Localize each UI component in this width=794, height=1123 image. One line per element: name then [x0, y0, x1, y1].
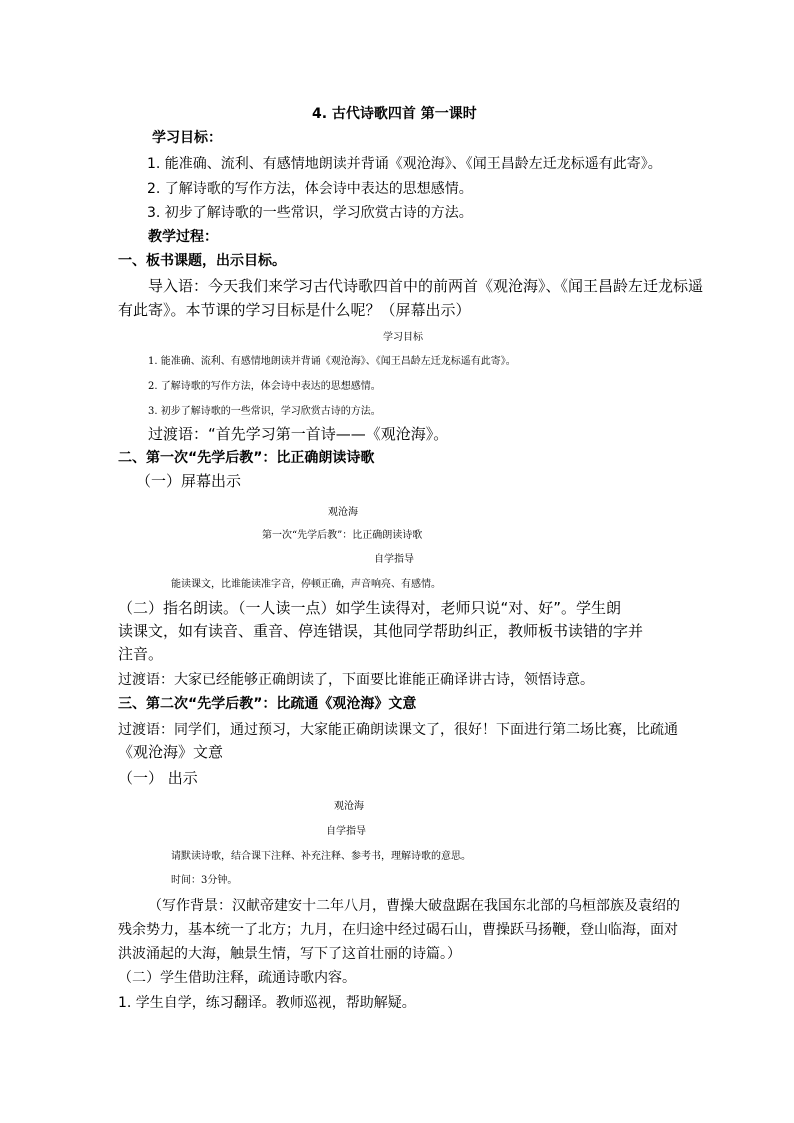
transition-text: 过渡语：“首先学习第一首诗——《观沧海》。 [148, 425, 449, 443]
section-heading: 二、第一次“先学后教”：比正确朗读诗歌 [118, 450, 375, 466]
body-text: （二）指名朗读。（一人读一点）如学生读得对，老师只说“对、好”。学生朗 [118, 599, 622, 617]
slide-line: 观沧海 [334, 801, 364, 812]
page-title: 4. 古代诗歌四首 第一课时 [312, 106, 477, 122]
slide-item: 3. 初步了解诗歌的一些常识，学习欣赏古诗的方法。 [148, 406, 381, 417]
background-text: （写作背景：汉献帝建安十二年八月，曹操大破盘踞在我国东北部的乌桓部族及袁绍的 [148, 898, 680, 914]
intro-text: 有此寄》。本节课的学习目标是什么呢？（屏幕出示） [118, 301, 471, 319]
section-heading: 三、第二次“先学后教”：比疏通《观沧海》文意 [118, 696, 417, 712]
slide-line: 请默读诗歌，结合课下注释、补充注释、参考书，理解诗歌的意思。 [171, 851, 471, 862]
objective-item: 2. 了解诗歌的写作方法，体会诗中表达的思想感情。 [147, 181, 473, 197]
intro-text: 导入语：今天我们来学习古代诗歌四首中的前两首《观沧海》、《闻王昌龄左迁龙标遥 [148, 277, 704, 295]
subsection-heading: （一）屏幕出示 [136, 472, 242, 490]
slide-item: 1. 能准确、流利、有感情地朗读并背诵《观沧海》、《闻王昌龄左迁龙标遥有此寄》。 [148, 356, 516, 367]
process-heading: 教学过程： [148, 229, 218, 245]
step-text: 1. 学生自学，练习翻译。教师巡视，帮助解疑。 [118, 995, 416, 1011]
body-text: 读课文，如有读音、重音、停连错误，其他同学帮助纠正，教师板书读错的字并 [118, 622, 644, 640]
background-text: 残余势力，基本统一了北方；九月，在归途中经过碣石山，曹操跃马扬鞭，登山临海，面对 [118, 922, 678, 938]
slide-line: 自学指导 [374, 554, 414, 565]
slide-line: 观沧海 [328, 507, 358, 518]
slide-line: 能读课文，比谁能读准字音，停顿正确，声音响亮、有感情。 [171, 579, 441, 590]
objective-item: 1. 能准确、流利、有感情地朗读并背诵《观沧海》、《闻王昌龄左迁龙标遥有此寄》。 [147, 156, 662, 172]
transition-text: 过渡语：大家已经能够正确朗读了，下面要比谁能正确译讲古诗，领悟诗意。 [118, 672, 594, 688]
slide-title: 学习目标 [383, 332, 423, 343]
objectives-heading: 学习目标： [152, 130, 222, 146]
subsection-heading: （二）学生借助注释，疏通诗歌内容。 [118, 970, 356, 986]
subsection-heading: （一） 出示 [118, 769, 198, 787]
section-heading: 一、板书课题，出示目标。 [118, 253, 286, 269]
transition-text: 《观沧海》文意 [118, 743, 224, 761]
slide-item: 2. 了解诗歌的写作方法，体会诗中表达的思想感情。 [148, 381, 381, 392]
objective-item: 3. 初步了解诗歌的一些常识，学习欣赏古诗的方法。 [147, 205, 473, 221]
slide-line: 第一次“先学后教”：比正确朗读诗歌 [262, 530, 423, 541]
slide-line: 自学指导 [326, 826, 366, 837]
slide-line: 时间：3分钟。 [171, 875, 238, 886]
transition-text: 过渡语：同学们，通过预习，大家能正确朗读课文了，很好！下面进行第二场比赛，比疏通 [118, 722, 678, 738]
background-text: 洪波涌起的大海，触景生情，写下了这首壮丽的诗篇。） [118, 946, 461, 962]
body-text: 注音。 [118, 645, 164, 663]
